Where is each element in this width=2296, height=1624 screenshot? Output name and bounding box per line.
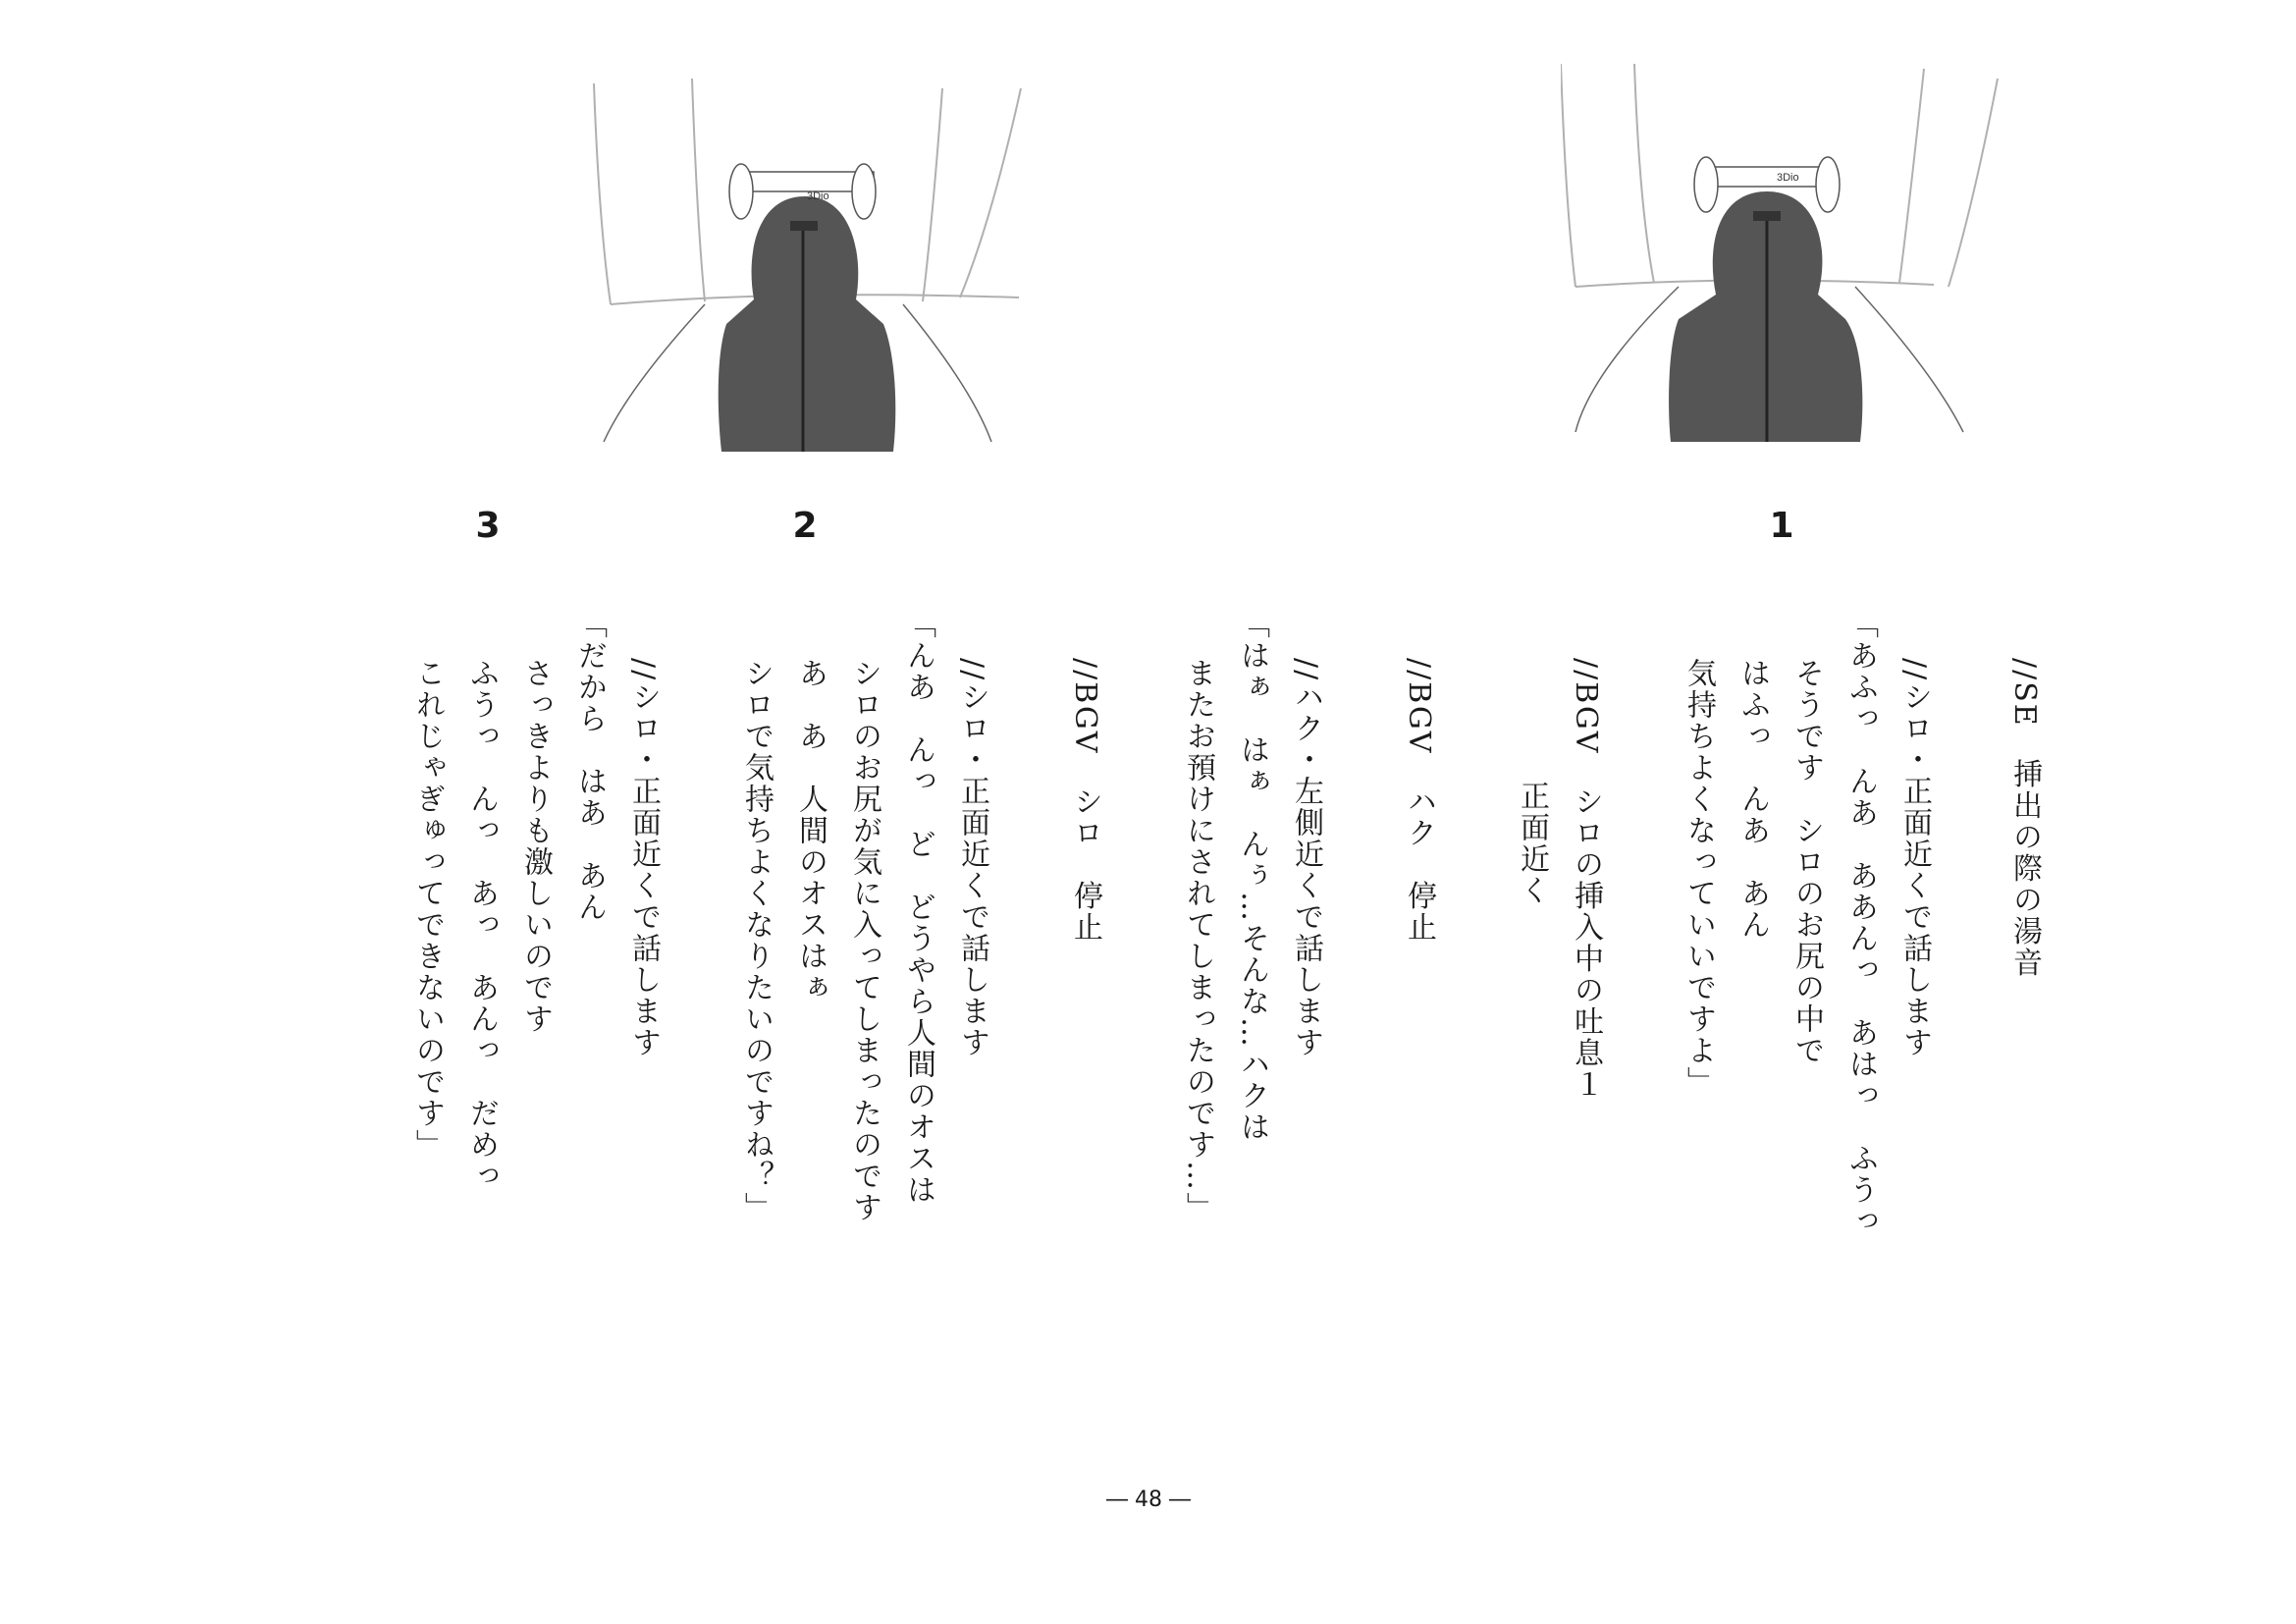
illustration-2 [589,74,1031,466]
script-line: 正面近く [1515,781,1549,906]
script-line: あ あ 人間のオスはぁ [793,658,828,1003]
script-line: //BGV シロ 停止 [1068,658,1102,944]
script-line: さっきよりも激しいのです [518,658,553,1035]
page-number: ― 48 ― [1106,1488,1191,1512]
script-line: //BGV シロの挿入中の吐息１ [1569,658,1603,1101]
script-line: //シロ・正面近くで話します [626,658,661,1059]
script-line: 「だから はあ あん [572,609,607,923]
head-silhouette [719,196,896,452]
script-line: はふっ んあ あん [1735,658,1770,941]
listener-head-drawing [1561,59,2002,461]
figure-number-3: 3 [475,506,501,546]
script-line: そうです シロのお尻の中で [1789,658,1824,1066]
script-line: ふうっ んっ あっ あんっ だめっ [464,658,499,1192]
headset-brand: 3Dio [807,190,829,202]
script-line: //ハク・左側近くで話します [1289,658,1323,1059]
script-line: 「はぁ はぁ んぅ…そんな…ハクは [1235,609,1269,1143]
script-line: //BGV ハク 停止 [1402,658,1436,944]
script-line: 気持ちよくなっていいですよ」 [1682,658,1716,1098]
figure-number-1: 1 [1769,506,1794,546]
script-line: シロで気持ちよくなりたいのですね？」 [739,658,774,1223]
script-line: 「んあ んっ ど どうやら人間のオスは [901,609,935,1206]
listener-head-drawing [589,74,1031,466]
script-line: //シロ・正面近くで話します [955,658,989,1059]
script-line: これじゃぎゅってできないのです」 [410,658,445,1161]
headset-brand: 3Dio [1777,172,1799,184]
script-line: またお預けにされてしまったのです…」 [1181,658,1215,1223]
illustration-1 [1561,59,2002,461]
script-line: シロのお尻が気に入ってしまったのです [847,658,881,1223]
script-line: //SE 挿出の際の湯音 [2007,658,2042,979]
script-line: //シロ・正面近くで話します [1897,658,1932,1059]
script-line: 「あふっ んあ ああんっ あはっ ふうっ [1843,609,1878,1237]
figure-number-2: 2 [792,506,818,546]
